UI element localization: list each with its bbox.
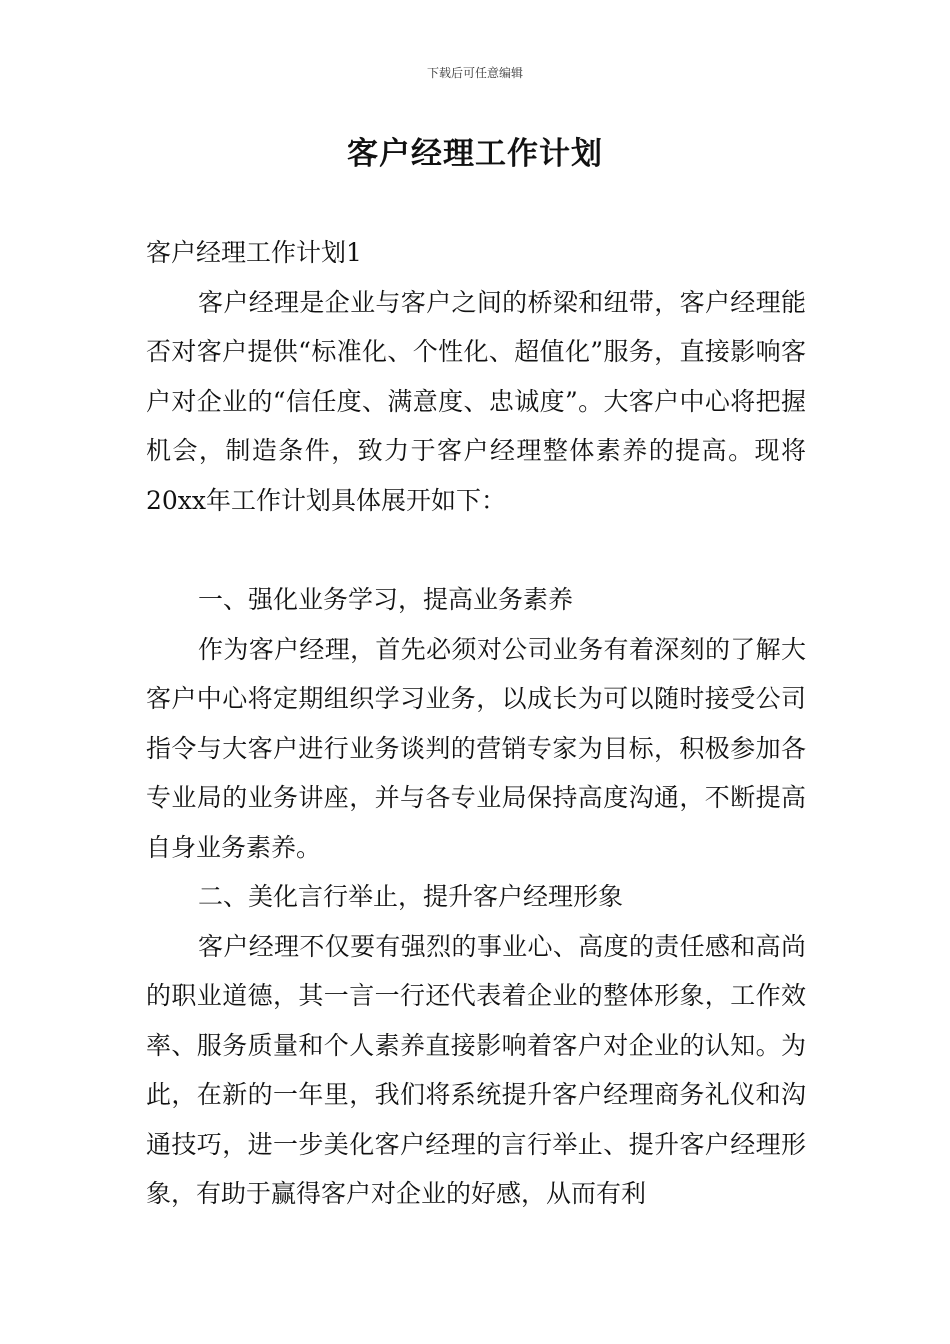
intro-paragraph: 客户经理是企业与客户之间的桥梁和纽带，客户经理能否对客户提供“标准化、个性化、超值化”服务，直接影响客户对企业的“信任度、满意度、忠诚度”。大客户中心将把握机会，制造条件，致力于客户经理整体素养的提高。现将20xx年工作计划具体展开如下： bbox=[146, 287, 806, 515]
section-paragraph-2: 客户经理不仅要有强烈的事业心、高度的责任感和高尚的职业道德，其一言一行还代表着企业的整体形象，工作效率、服务质量和个人素养直接影响着客户对企业的认知。为此，在新的一年里，我们将系统提升客户经理商务礼仪和沟通技巧，进一步美化客户经理的言行举止、提升客户经理形象，有助于赢得客户对企业的好感，从而有利 bbox=[146, 931, 806, 1208]
section-heading-1: 一、强化业务学习，提高业务素养 bbox=[198, 585, 574, 614]
header-note: 下载后可任意编辑 bbox=[426, 66, 523, 80]
paragraph-gap bbox=[146, 525, 806, 575]
section-heading-2: 二、美化言行举止，提升客户经理形象 bbox=[198, 882, 624, 911]
document-title: 客户经理工作计划 bbox=[347, 136, 603, 172]
document-subtitle: 客户经理工作计划1 bbox=[146, 238, 362, 267]
section-paragraph-1: 作为客户经理，首先必须对公司业务有着深刻的了解大客户中心将定期组织学习业务，以成长为可以随时接受公司指令与大客户进行业务谈判的营销专家为目标，积极参加各专业局的业务讲座，并与各专业局保持高度沟通，不断提高自身业务素养。 bbox=[146, 634, 806, 862]
document-body bbox=[146, 228, 806, 1219]
